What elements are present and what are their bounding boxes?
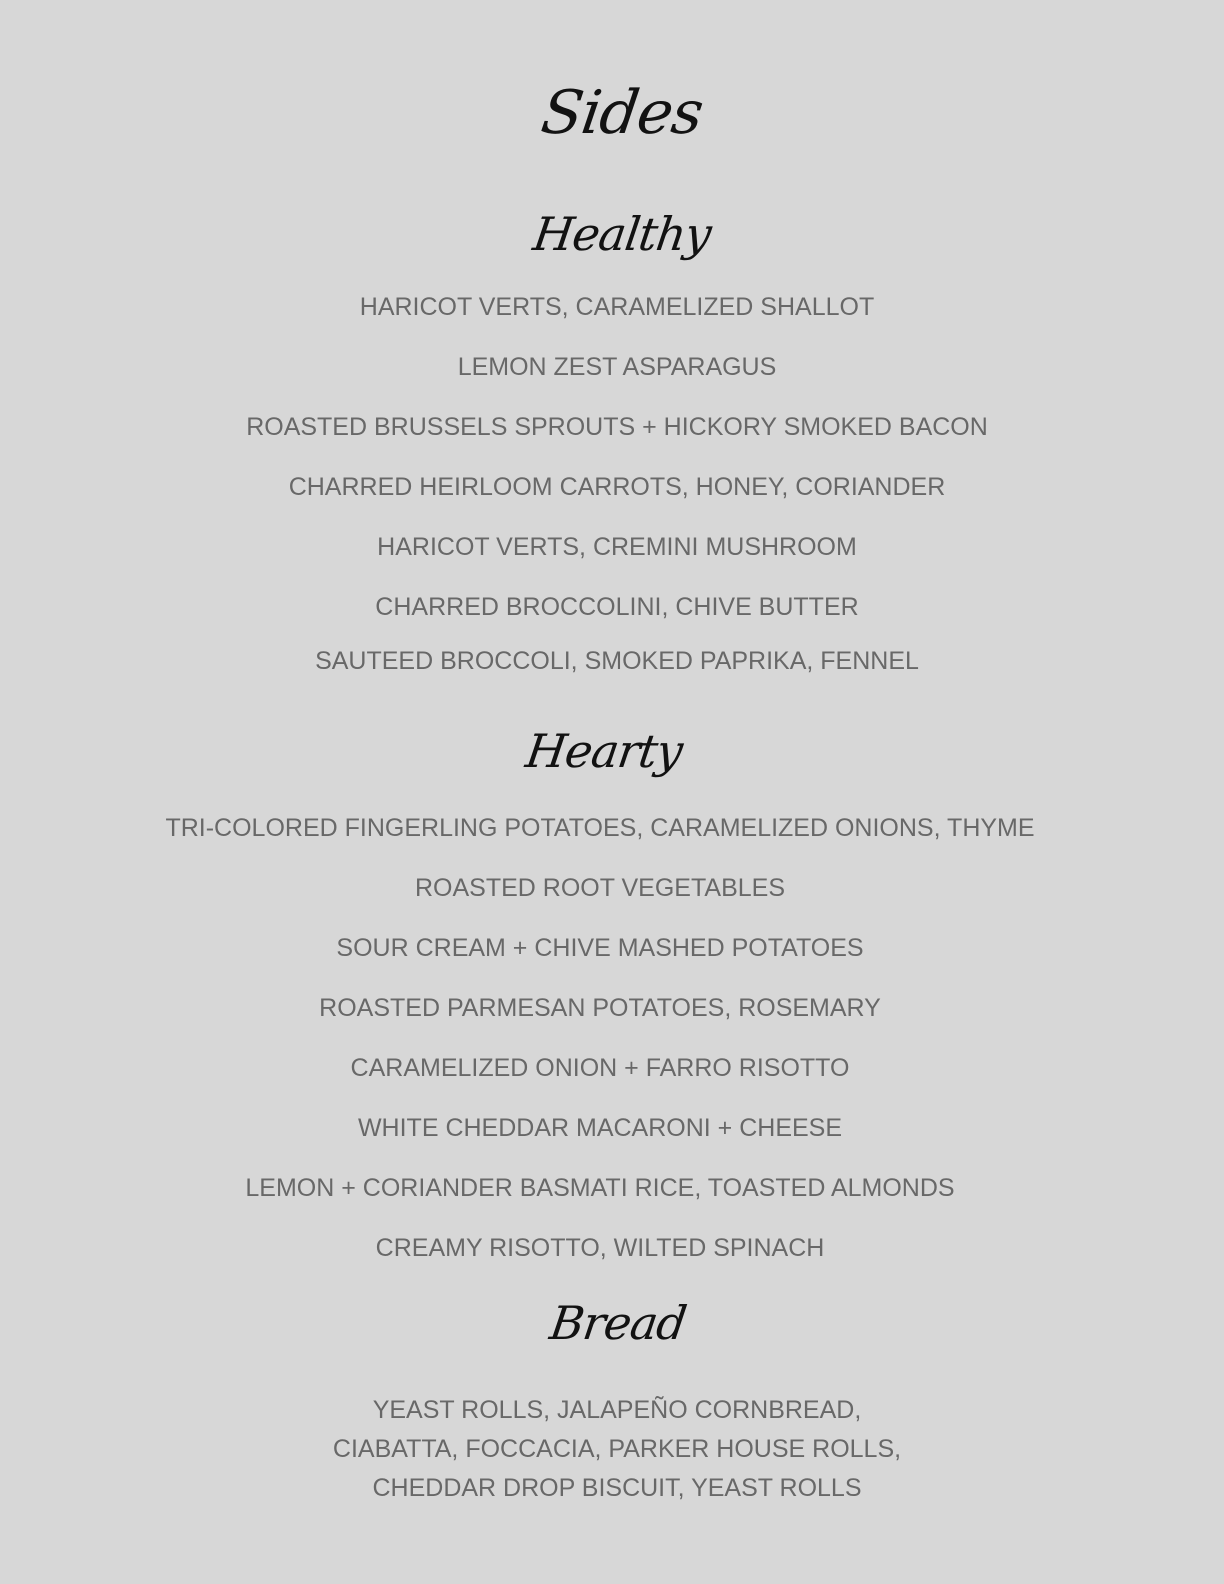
hearty-item: ROASTED PARMESAN POTATOES, ROSEMARY xyxy=(319,994,881,1022)
healthy-item: CHARRED BROCCOLINI, CHIVE BUTTER xyxy=(375,593,859,621)
section-title-bread: Bread xyxy=(546,1296,690,1350)
healthy-item: HARICOT VERTS, CARAMELIZED SHALLOT xyxy=(359,293,875,321)
healthy-item: CHARRED HEIRLOOM CARROTS, HONEY, CORIANDER xyxy=(288,473,946,501)
healthy-item: SAUTEED BROCCOLI, SMOKED PAPRIKA, FENNEL xyxy=(315,647,919,675)
bread-line: YEAST ROLLS, JALAPEÑO CORNBREAD, xyxy=(372,1396,862,1424)
hearty-item: TRI-COLORED FINGERLING POTATOES, CARAMELIZED ONIONS, THYME xyxy=(165,814,1035,842)
hearty-item: CREAMY RISOTTO, WILTED SPINACH xyxy=(375,1234,825,1262)
healthy-item: LEMON ZEST ASPARAGUS xyxy=(457,353,777,381)
section-title-hearty: Hearty xyxy=(522,724,686,778)
hearty-item: SOUR CREAM + CHIVE MASHED POTATOES xyxy=(336,934,864,962)
hearty-item: CARAMELIZED ONION + FARRO RISOTTO xyxy=(350,1054,850,1082)
healthy-item: HARICOT VERTS, CREMINI MUSHROOM xyxy=(377,533,857,561)
bread-line: CHEDDAR DROP BISCUIT, YEAST ROLLS xyxy=(372,1474,862,1502)
hearty-item: WHITE CHEDDAR MACARONI + CHEESE xyxy=(357,1114,843,1142)
healthy-item: ROASTED BRUSSELS SPROUTS + HICKORY SMOKED BACON xyxy=(246,413,988,441)
section-title-healthy: Healthy xyxy=(529,207,715,261)
hearty-item: LEMON + CORIANDER BASMATI RICE, TOASTED ALMONDS xyxy=(245,1174,955,1202)
page-title: Sides xyxy=(537,78,707,148)
bread-line: CIABATTA, FOCCACIA, PARKER HOUSE ROLLS, xyxy=(332,1435,902,1463)
hearty-item: ROASTED ROOT VEGETABLES xyxy=(415,874,785,902)
